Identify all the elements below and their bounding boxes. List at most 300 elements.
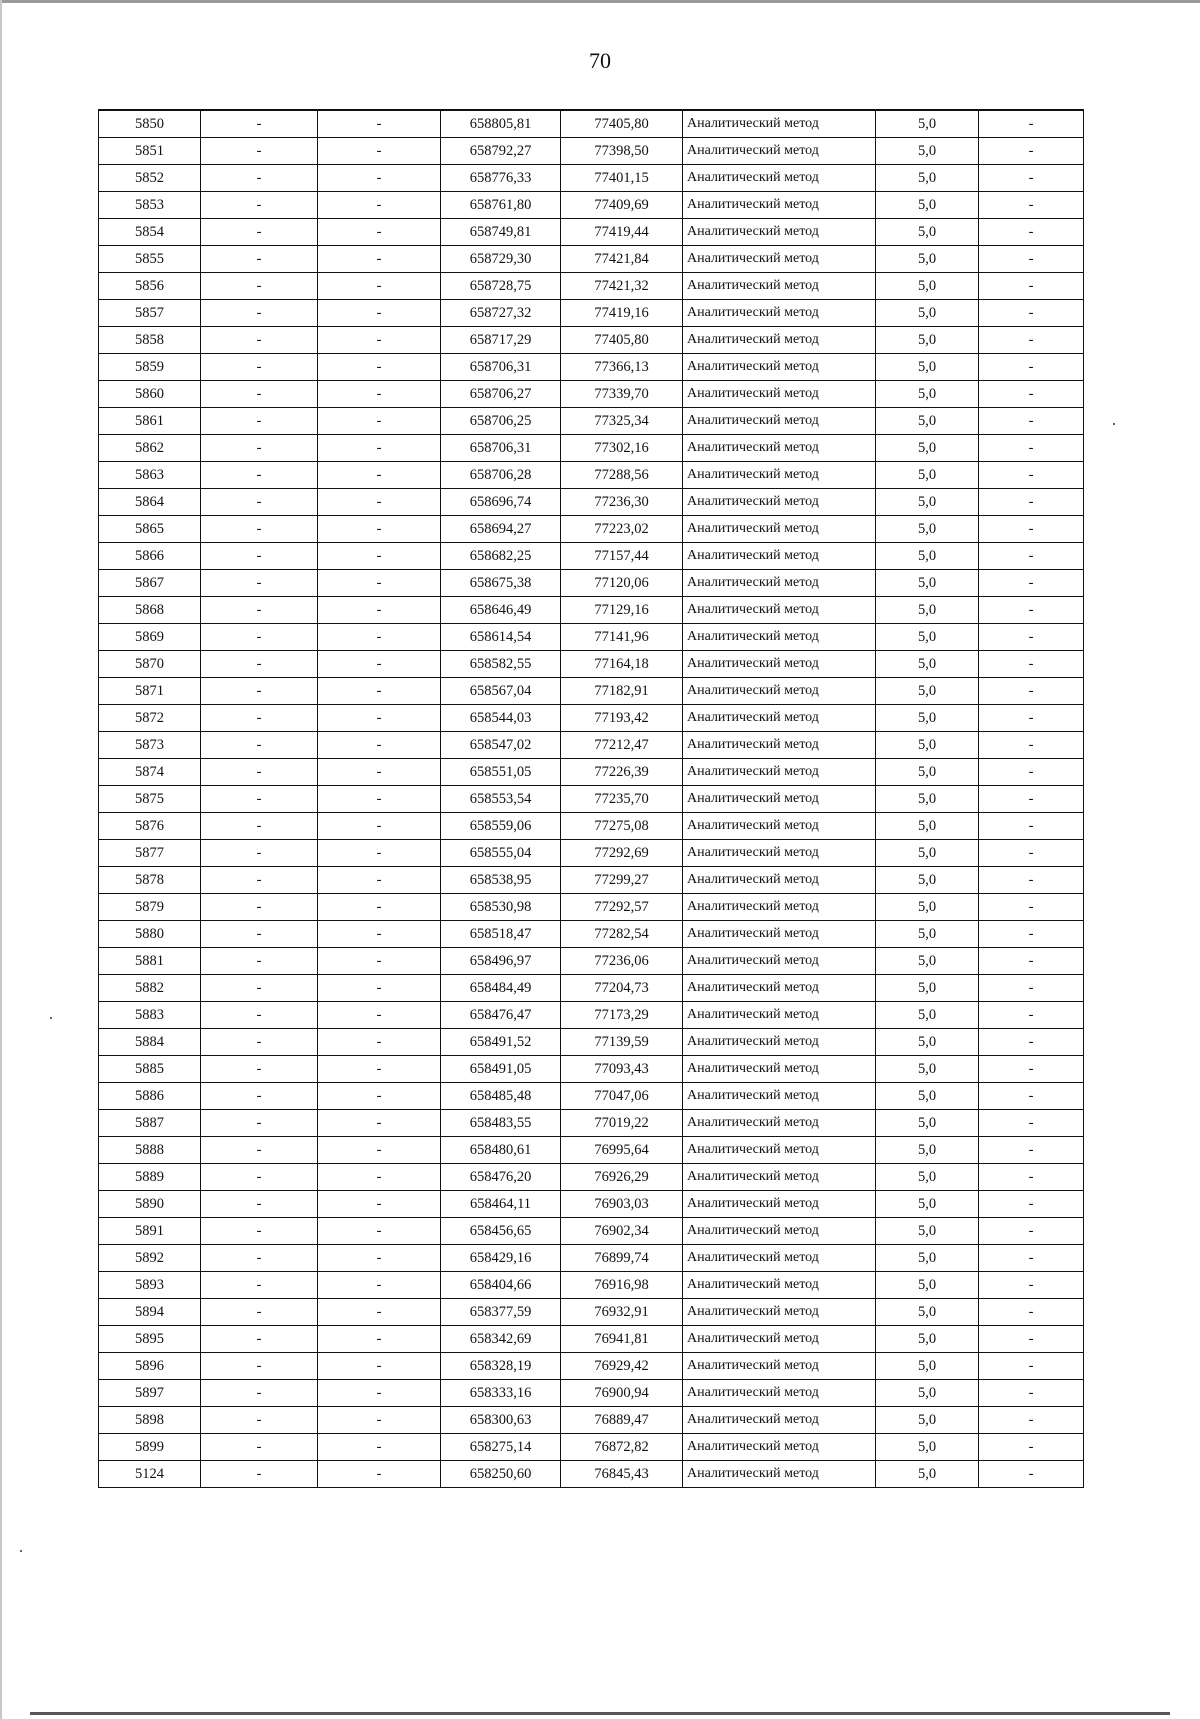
table-row xyxy=(99,678,1084,705)
cell-accuracy: 5,0 xyxy=(876,219,979,246)
cell-coordinate-x: 658456,65 xyxy=(441,1218,561,1245)
cell-dash: - xyxy=(979,219,1084,246)
cell-dash: - xyxy=(318,354,441,381)
cell-accuracy: 5,0 xyxy=(876,435,979,462)
cell-dash: - xyxy=(318,975,441,1002)
cell-accuracy: 5,0 xyxy=(876,1380,979,1407)
cell-dash: - xyxy=(318,489,441,516)
cell-coordinate-x: 658342,69 xyxy=(441,1326,561,1353)
cell-dash: - xyxy=(201,1029,318,1056)
cell-dash: - xyxy=(318,597,441,624)
cell-dash: - xyxy=(201,1434,318,1461)
table-row xyxy=(99,1029,1084,1056)
cell-point-number: 5877 xyxy=(99,840,201,867)
table-row xyxy=(99,1461,1084,1488)
cell-coordinate-y: 77325,34 xyxy=(561,408,683,435)
cell-dash: - xyxy=(318,1056,441,1083)
cell-accuracy: 5,0 xyxy=(876,354,979,381)
cell-dash: - xyxy=(201,300,318,327)
cell-coordinate-y: 76929,42 xyxy=(561,1353,683,1380)
cell-method: Аналитический метод xyxy=(683,489,876,516)
cell-dash: - xyxy=(318,165,441,192)
cell-point-number: 5860 xyxy=(99,381,201,408)
cell-coordinate-x: 658614,54 xyxy=(441,624,561,651)
cell-dash: - xyxy=(201,1326,318,1353)
cell-dash: - xyxy=(979,354,1084,381)
cell-method: Аналитический метод xyxy=(683,678,876,705)
cell-method: Аналитический метод xyxy=(683,110,876,138)
cell-dash: - xyxy=(201,759,318,786)
cell-accuracy: 5,0 xyxy=(876,1245,979,1272)
cell-coordinate-x: 658761,80 xyxy=(441,192,561,219)
cell-dash: - xyxy=(201,651,318,678)
cell-point-number: 5857 xyxy=(99,300,201,327)
cell-coordinate-y: 76941,81 xyxy=(561,1326,683,1353)
cell-point-number: 5876 xyxy=(99,813,201,840)
cell-coordinate-x: 658567,04 xyxy=(441,678,561,705)
cell-coordinate-y: 77421,32 xyxy=(561,273,683,300)
cell-dash: - xyxy=(201,705,318,732)
cell-method: Аналитический метод xyxy=(683,300,876,327)
cell-method: Аналитический метод xyxy=(683,921,876,948)
cell-dash: - xyxy=(201,1461,318,1488)
table-row xyxy=(99,1110,1084,1137)
cell-accuracy: 5,0 xyxy=(876,813,979,840)
cell-coordinate-y: 77405,80 xyxy=(561,327,683,354)
cell-coordinate-y: 77193,42 xyxy=(561,705,683,732)
cell-dash: - xyxy=(318,921,441,948)
cell-dash: - xyxy=(201,192,318,219)
cell-coordinate-y: 77299,27 xyxy=(561,867,683,894)
cell-accuracy: 5,0 xyxy=(876,678,979,705)
table-row xyxy=(99,1245,1084,1272)
cell-point-number: 5887 xyxy=(99,1110,201,1137)
cell-dash: - xyxy=(318,1002,441,1029)
cell-accuracy: 5,0 xyxy=(876,1191,979,1218)
cell-method: Аналитический метод xyxy=(683,948,876,975)
cell-coordinate-x: 658582,55 xyxy=(441,651,561,678)
cell-coordinate-y: 76932,91 xyxy=(561,1299,683,1326)
table-row xyxy=(99,327,1084,354)
cell-dash: - xyxy=(201,948,318,975)
cell-dash: - xyxy=(979,327,1084,354)
cell-point-number: 5882 xyxy=(99,975,201,1002)
cell-dash: - xyxy=(979,381,1084,408)
table-row xyxy=(99,435,1084,462)
cell-method: Аналитический метод xyxy=(683,1353,876,1380)
cell-dash: - xyxy=(201,786,318,813)
cell-accuracy: 5,0 xyxy=(876,786,979,813)
cell-dash: - xyxy=(318,1110,441,1137)
cell-coordinate-x: 658696,74 xyxy=(441,489,561,516)
cell-method: Аналитический метод xyxy=(683,1218,876,1245)
table-row xyxy=(99,1407,1084,1434)
cell-dash: - xyxy=(201,894,318,921)
cell-point-number: 5124 xyxy=(99,1461,201,1488)
cell-dash: - xyxy=(979,921,1084,948)
table-row xyxy=(99,651,1084,678)
cell-accuracy: 5,0 xyxy=(876,1299,979,1326)
table-row xyxy=(99,300,1084,327)
cell-coordinate-y: 77419,16 xyxy=(561,300,683,327)
cell-point-number: 5894 xyxy=(99,1299,201,1326)
table-row xyxy=(99,1164,1084,1191)
cell-accuracy: 5,0 xyxy=(876,1002,979,1029)
cell-accuracy: 5,0 xyxy=(876,273,979,300)
cell-dash: - xyxy=(318,462,441,489)
cell-accuracy: 5,0 xyxy=(876,624,979,651)
cell-method: Аналитический метод xyxy=(683,1434,876,1461)
cell-coordinate-y: 76926,29 xyxy=(561,1164,683,1191)
cell-point-number: 5895 xyxy=(99,1326,201,1353)
cell-method: Аналитический метод xyxy=(683,165,876,192)
cell-dash: - xyxy=(201,921,318,948)
cell-coordinate-x: 658476,47 xyxy=(441,1002,561,1029)
cell-method: Аналитический метод xyxy=(683,1380,876,1407)
cell-point-number: 5886 xyxy=(99,1083,201,1110)
cell-dash: - xyxy=(979,1353,1084,1380)
table-row xyxy=(99,462,1084,489)
cell-accuracy: 5,0 xyxy=(876,1461,979,1488)
cell-coordinate-x: 658464,11 xyxy=(441,1191,561,1218)
cell-dash: - xyxy=(318,1407,441,1434)
cell-accuracy: 5,0 xyxy=(876,1029,979,1056)
cell-accuracy: 5,0 xyxy=(876,867,979,894)
cell-accuracy: 5,0 xyxy=(876,894,979,921)
cell-dash: - xyxy=(979,1245,1084,1272)
cell-dash: - xyxy=(318,219,441,246)
cell-coordinate-y: 77366,13 xyxy=(561,354,683,381)
cell-point-number: 5881 xyxy=(99,948,201,975)
cell-dash: - xyxy=(979,1056,1084,1083)
cell-coordinate-y: 77129,16 xyxy=(561,597,683,624)
cell-accuracy: 5,0 xyxy=(876,165,979,192)
cell-coordinate-x: 658559,06 xyxy=(441,813,561,840)
cell-dash: - xyxy=(979,705,1084,732)
cell-accuracy: 5,0 xyxy=(876,1056,979,1083)
cell-dash: - xyxy=(318,1218,441,1245)
cell-dash: - xyxy=(318,894,441,921)
cell-method: Аналитический метод xyxy=(683,624,876,651)
cell-point-number: 5859 xyxy=(99,354,201,381)
cell-method: Аналитический метод xyxy=(683,1029,876,1056)
cell-method: Аналитический метод xyxy=(683,462,876,489)
cell-coordinate-x: 658538,95 xyxy=(441,867,561,894)
cell-dash: - xyxy=(318,786,441,813)
cell-dash: - xyxy=(201,570,318,597)
cell-method: Аналитический метод xyxy=(683,1083,876,1110)
cell-point-number: 5875 xyxy=(99,786,201,813)
cell-dash: - xyxy=(979,1002,1084,1029)
cell-accuracy: 5,0 xyxy=(876,246,979,273)
cell-point-number: 5891 xyxy=(99,1218,201,1245)
table-row xyxy=(99,1137,1084,1164)
cell-dash: - xyxy=(201,1272,318,1299)
cell-point-number: 5865 xyxy=(99,516,201,543)
cell-coordinate-x: 658377,59 xyxy=(441,1299,561,1326)
cell-dash: - xyxy=(318,300,441,327)
cell-method: Аналитический метод xyxy=(683,435,876,462)
cell-dash: - xyxy=(979,1272,1084,1299)
cell-dash: - xyxy=(979,138,1084,165)
table-row xyxy=(99,921,1084,948)
cell-coordinate-x: 658729,30 xyxy=(441,246,561,273)
cell-point-number: 5872 xyxy=(99,705,201,732)
cell-coordinate-y: 77182,91 xyxy=(561,678,683,705)
page-number: 70 xyxy=(589,48,611,73)
cell-point-number: 5870 xyxy=(99,651,201,678)
table-row xyxy=(99,1353,1084,1380)
cell-point-number: 5889 xyxy=(99,1164,201,1191)
cell-dash: - xyxy=(979,651,1084,678)
cell-point-number: 5888 xyxy=(99,1137,201,1164)
cell-dash: - xyxy=(318,1029,441,1056)
cell-dash: - xyxy=(318,543,441,570)
cell-dash: - xyxy=(979,759,1084,786)
cell-accuracy: 5,0 xyxy=(876,597,979,624)
cell-point-number: 5890 xyxy=(99,1191,201,1218)
cell-coordinate-x: 658805,81 xyxy=(441,110,561,138)
cell-dash: - xyxy=(201,381,318,408)
cell-coordinate-y: 77292,69 xyxy=(561,840,683,867)
table-row xyxy=(99,354,1084,381)
cell-method: Аналитический метод xyxy=(683,813,876,840)
cell-dash: - xyxy=(201,165,318,192)
cell-accuracy: 5,0 xyxy=(876,516,979,543)
cell-dash: - xyxy=(318,948,441,975)
cell-point-number: 5850 xyxy=(99,110,201,138)
cell-point-number: 5892 xyxy=(99,1245,201,1272)
cell-dash: - xyxy=(318,867,441,894)
cell-coordinate-y: 76916,98 xyxy=(561,1272,683,1299)
cell-accuracy: 5,0 xyxy=(876,840,979,867)
cell-dash: - xyxy=(201,219,318,246)
cell-accuracy: 5,0 xyxy=(876,1434,979,1461)
table-row xyxy=(99,1002,1084,1029)
cell-coordinate-y: 77288,56 xyxy=(561,462,683,489)
cell-method: Аналитический метод xyxy=(683,1056,876,1083)
cell-coordinate-x: 658706,25 xyxy=(441,408,561,435)
cell-point-number: 5885 xyxy=(99,1056,201,1083)
cell-point-number: 5873 xyxy=(99,732,201,759)
cell-coordinate-y: 77226,39 xyxy=(561,759,683,786)
table-row xyxy=(99,1191,1084,1218)
cell-accuracy: 5,0 xyxy=(876,975,979,1002)
cell-coordinate-x: 658547,02 xyxy=(441,732,561,759)
cell-coordinate-x: 658675,38 xyxy=(441,570,561,597)
cell-coordinate-y: 77236,30 xyxy=(561,489,683,516)
table-row xyxy=(99,1326,1084,1353)
cell-method: Аналитический метод xyxy=(683,1326,876,1353)
cell-method: Аналитический метод xyxy=(683,516,876,543)
cell-dash: - xyxy=(201,678,318,705)
cell-accuracy: 5,0 xyxy=(876,1137,979,1164)
cell-method: Аналитический метод xyxy=(683,1299,876,1326)
scan-speck xyxy=(1113,423,1115,425)
cell-method: Аналитический метод xyxy=(683,651,876,678)
cell-method: Аналитический метод xyxy=(683,1191,876,1218)
cell-dash: - xyxy=(318,408,441,435)
cell-dash: - xyxy=(979,1164,1084,1191)
cell-method: Аналитический метод xyxy=(683,192,876,219)
cell-dash: - xyxy=(979,1137,1084,1164)
cell-dash: - xyxy=(318,1353,441,1380)
cell-accuracy: 5,0 xyxy=(876,489,979,516)
table-row xyxy=(99,543,1084,570)
cell-dash: - xyxy=(318,516,441,543)
cell-dash: - xyxy=(979,678,1084,705)
cell-coordinate-y: 77275,08 xyxy=(561,813,683,840)
cell-accuracy: 5,0 xyxy=(876,1164,979,1191)
cell-method: Аналитический метод xyxy=(683,570,876,597)
coordinates-table xyxy=(98,109,1084,1488)
cell-dash: - xyxy=(318,1245,441,1272)
cell-dash: - xyxy=(318,1164,441,1191)
cell-dash: - xyxy=(979,624,1084,651)
cell-dash: - xyxy=(201,1353,318,1380)
table-row xyxy=(99,975,1084,1002)
cell-coordinate-x: 658706,31 xyxy=(441,435,561,462)
cell-coordinate-y: 77204,73 xyxy=(561,975,683,1002)
cell-dash: - xyxy=(201,1056,318,1083)
cell-coordinate-y: 77339,70 xyxy=(561,381,683,408)
cell-dash: - xyxy=(201,489,318,516)
cell-dash: - xyxy=(979,1326,1084,1353)
cell-dash: - xyxy=(201,462,318,489)
table-row xyxy=(99,1434,1084,1461)
cell-coordinate-y: 77223,02 xyxy=(561,516,683,543)
cell-coordinate-y: 77093,43 xyxy=(561,1056,683,1083)
cell-accuracy: 5,0 xyxy=(876,408,979,435)
cell-accuracy: 5,0 xyxy=(876,651,979,678)
cell-dash: - xyxy=(318,1083,441,1110)
cell-coordinate-x: 658694,27 xyxy=(441,516,561,543)
cell-coordinate-y: 77405,80 xyxy=(561,110,683,138)
cell-coordinate-y: 76899,74 xyxy=(561,1245,683,1272)
table-row xyxy=(99,138,1084,165)
cell-point-number: 5852 xyxy=(99,165,201,192)
cell-point-number: 5874 xyxy=(99,759,201,786)
table-row xyxy=(99,948,1084,975)
cell-point-number: 5868 xyxy=(99,597,201,624)
cell-point-number: 5878 xyxy=(99,867,201,894)
cell-coordinate-x: 658776,33 xyxy=(441,165,561,192)
cell-dash: - xyxy=(979,894,1084,921)
cell-dash: - xyxy=(318,1272,441,1299)
cell-dash: - xyxy=(979,1110,1084,1137)
cell-method: Аналитический метод xyxy=(683,246,876,273)
table-row xyxy=(99,1083,1084,1110)
cell-point-number: 5893 xyxy=(99,1272,201,1299)
cell-coordinate-y: 76889,47 xyxy=(561,1407,683,1434)
cell-accuracy: 5,0 xyxy=(876,1407,979,1434)
cell-point-number: 5879 xyxy=(99,894,201,921)
cell-accuracy: 5,0 xyxy=(876,705,979,732)
cell-dash: - xyxy=(979,408,1084,435)
cell-dash: - xyxy=(318,624,441,651)
cell-dash: - xyxy=(318,1137,441,1164)
cell-coordinate-x: 658682,25 xyxy=(441,543,561,570)
cell-dash: - xyxy=(201,327,318,354)
cell-accuracy: 5,0 xyxy=(876,1353,979,1380)
cell-point-number: 5858 xyxy=(99,327,201,354)
cell-coordinate-y: 76995,64 xyxy=(561,1137,683,1164)
scan-speck xyxy=(50,1017,52,1019)
cell-dash: - xyxy=(201,1299,318,1326)
cell-accuracy: 5,0 xyxy=(876,462,979,489)
cell-point-number: 5897 xyxy=(99,1380,201,1407)
cell-dash: - xyxy=(979,1407,1084,1434)
cell-dash: - xyxy=(979,435,1084,462)
cell-coordinate-y: 77409,69 xyxy=(561,192,683,219)
cell-dash: - xyxy=(201,840,318,867)
cell-dash: - xyxy=(318,570,441,597)
cell-dash: - xyxy=(318,138,441,165)
cell-dash: - xyxy=(979,597,1084,624)
cell-coordinate-y: 77164,18 xyxy=(561,651,683,678)
cell-dash: - xyxy=(979,948,1084,975)
cell-dash: - xyxy=(201,1164,318,1191)
cell-dash: - xyxy=(979,813,1084,840)
scan-bottom-edge xyxy=(30,1712,1170,1715)
cell-coordinate-y: 77292,57 xyxy=(561,894,683,921)
table-row xyxy=(99,219,1084,246)
cell-dash: - xyxy=(201,624,318,651)
cell-coordinate-x: 658480,61 xyxy=(441,1137,561,1164)
cell-dash: - xyxy=(979,975,1084,1002)
cell-dash: - xyxy=(201,867,318,894)
cell-dash: - xyxy=(201,1110,318,1137)
table-row xyxy=(99,246,1084,273)
table-row xyxy=(99,894,1084,921)
cell-coordinate-y: 76900,94 xyxy=(561,1380,683,1407)
cell-point-number: 5862 xyxy=(99,435,201,462)
cell-coordinate-x: 658530,98 xyxy=(441,894,561,921)
cell-point-number: 5884 xyxy=(99,1029,201,1056)
cell-accuracy: 5,0 xyxy=(876,732,979,759)
table-row xyxy=(99,381,1084,408)
table-row xyxy=(99,624,1084,651)
cell-dash: - xyxy=(318,273,441,300)
cell-dash: - xyxy=(201,1218,318,1245)
cell-coordinate-y: 76872,82 xyxy=(561,1434,683,1461)
scan-speck xyxy=(20,1550,22,1552)
cell-dash: - xyxy=(979,300,1084,327)
cell-point-number: 5853 xyxy=(99,192,201,219)
cell-method: Аналитический метод xyxy=(683,705,876,732)
cell-dash: - xyxy=(979,1434,1084,1461)
cell-dash: - xyxy=(979,192,1084,219)
cell-dash: - xyxy=(201,138,318,165)
cell-dash: - xyxy=(979,570,1084,597)
cell-method: Аналитический метод xyxy=(683,867,876,894)
cell-dash: - xyxy=(979,165,1084,192)
cell-accuracy: 5,0 xyxy=(876,381,979,408)
table-row xyxy=(99,408,1084,435)
cell-coordinate-y: 77302,16 xyxy=(561,435,683,462)
cell-point-number: 5883 xyxy=(99,1002,201,1029)
cell-coordinate-x: 658544,03 xyxy=(441,705,561,732)
cell-accuracy: 5,0 xyxy=(876,192,979,219)
table-row xyxy=(99,1056,1084,1083)
cell-coordinate-y: 76902,34 xyxy=(561,1218,683,1245)
scan-left-edge xyxy=(0,0,2,1719)
cell-dash: - xyxy=(979,1218,1084,1245)
cell-dash: - xyxy=(979,732,1084,759)
cell-dash: - xyxy=(201,1002,318,1029)
cell-dash: - xyxy=(318,327,441,354)
cell-coordinate-x: 658404,66 xyxy=(441,1272,561,1299)
